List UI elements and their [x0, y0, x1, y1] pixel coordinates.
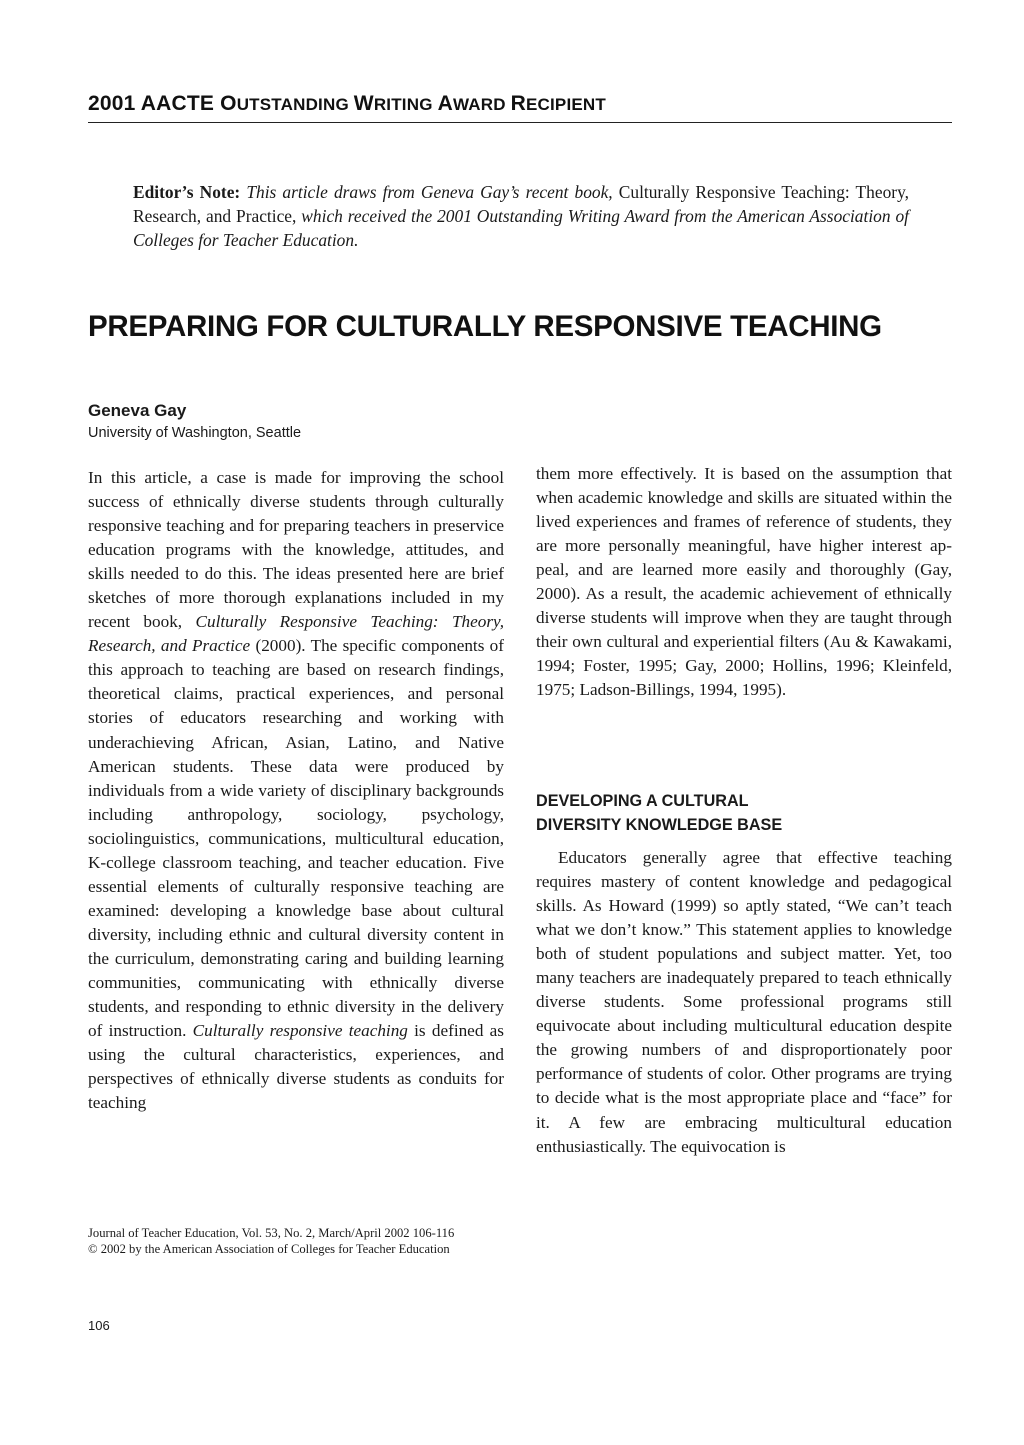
section-heading-line-1: DEVELOPING A CULTURAL	[536, 792, 749, 810]
journal-citation	[88, 1225, 454, 1257]
abstract-text-2: (2000). The specific components of this approach to teaching are based on research findings, theoretical claims, practical experiences, and personal stories of educators researching and working with underachieving African, Asian, Latino, and Native American students. These data were produced by individuals from a wide variety of disciplinary backgrounds including anthropology, sociology, psychology, sociolinguistics, communications, multicultural education, K-college classroom teaching, and teacher education. Five essential elements of culturally responsive teaching are examined: developing a knowledge base about cultural diversity, including ethnic and cultural diversity content in the curriculum, demonstrating caring and building learning communities, communicating with ethnically diverse students, and responding to ethnic diversity in the delivery of instruction.	[88, 636, 504, 1041]
author-affiliation: University of Washington, Seattle	[88, 425, 302, 441]
award-word-2-rest: RITING	[373, 95, 438, 114]
award-word-4-rest: ECIPIENT	[525, 95, 606, 114]
award-word-3-initial: A	[437, 92, 453, 115]
section-heading-line-2: DIVERSITY KNOWLEDGE BASE	[536, 816, 783, 834]
editor-note-text-1: This article draws from Geneva Gay’s recent book,	[240, 182, 613, 202]
abstract-book-title: Culturally Responsive Teaching: Theory, Research, and Practice	[88, 612, 505, 656]
article-title: PREPARING FOR CULTURALLY RESPONSIVE TEACHING	[88, 310, 882, 343]
copyright-notice: © 2002 by the American Association of Colleges for Teacher Education	[88, 1242, 450, 1256]
section-heading	[536, 789, 952, 837]
header-divider	[88, 122, 952, 123]
editor-note-label: Editor’s Note:	[133, 182, 241, 202]
author-name: Geneva Gay	[88, 401, 187, 420]
award-year: 2001 AACTE	[88, 92, 221, 115]
award-word-4-initial: R	[510, 92, 526, 115]
abstract-text-3: is defined as using the cultural characteristics, experiences, and perspectives of ethnically diverse students as conduits for teaching	[88, 1021, 504, 1113]
abstract-text-1: In this article, a case is made for improving the school success of ethnically diverse students through culturally responsive teaching and for preparing teachers in preservice education programs with the knowledge, attitudes, and skills needed to do this. The ideas presented here are brief sketches of more thorough explanations included in my recent book,	[88, 468, 504, 632]
section-body: Educators generally agree that effective teaching requires mastery of content knowledge and pedagogical skills. As Howard (1999) so aptly stated, “We can’t teach what we don’t know.” This statement applies to knowledge both of student populations and subject matter. Yet, too many teachers are inadequately prepared to teach ethnically diverse students. Some professional programs still equivocate about including multicultural education despite the growing numbers of and disproportionately poor performance of students of color. Other programs are trying to decide what is the most appropriate place and “face” for it. A few are embracing multicultural education enthusiastically. The equivocation is	[536, 848, 952, 1156]
abstract-right-column: them more effectively. It is based on the assumption that when academic knowledge and skills are situated within the lived experiences and frames of reference of students, they are more personally meaningful, have higher interest appeal, and are learned more easily and thoroughly (Gay, 2000). As a result, the academic achievement of ethnically diverse students will improve when they are taught through their own cultural and experiential filters (Au & Kawakami, 1994; Foster, 1995; Gay, 2000; Hollins, 1996; Kleinfeld, 1975; Ladson-Billings, 1994, 1995).	[536, 464, 952, 700]
award-word-1-initial: O	[220, 92, 237, 115]
editor-note-book-title: Culturally Responsive Teaching: Theory, Research, and Practice,	[133, 182, 909, 226]
abstract-defined-term: Culturally responsive teaching	[192, 1021, 408, 1041]
journal-reference: Journal of Teacher Education, Vol. 53, No. 2, March/April 2002 106-116	[88, 1226, 455, 1240]
abstract-left-column	[88, 466, 504, 1115]
award-word-1-rest: UTSTANDING	[236, 95, 354, 114]
editor-note	[133, 180, 909, 252]
award-heading	[88, 92, 952, 116]
award-word-3-rest: WARD	[452, 95, 511, 114]
page-number: 106	[88, 1318, 110, 1333]
award-word-2-initial: W	[353, 92, 374, 115]
editor-note-text-2: which received the 2001 Outstanding Writing Award from the American Association of Colleges for Teacher Education.	[133, 206, 910, 250]
